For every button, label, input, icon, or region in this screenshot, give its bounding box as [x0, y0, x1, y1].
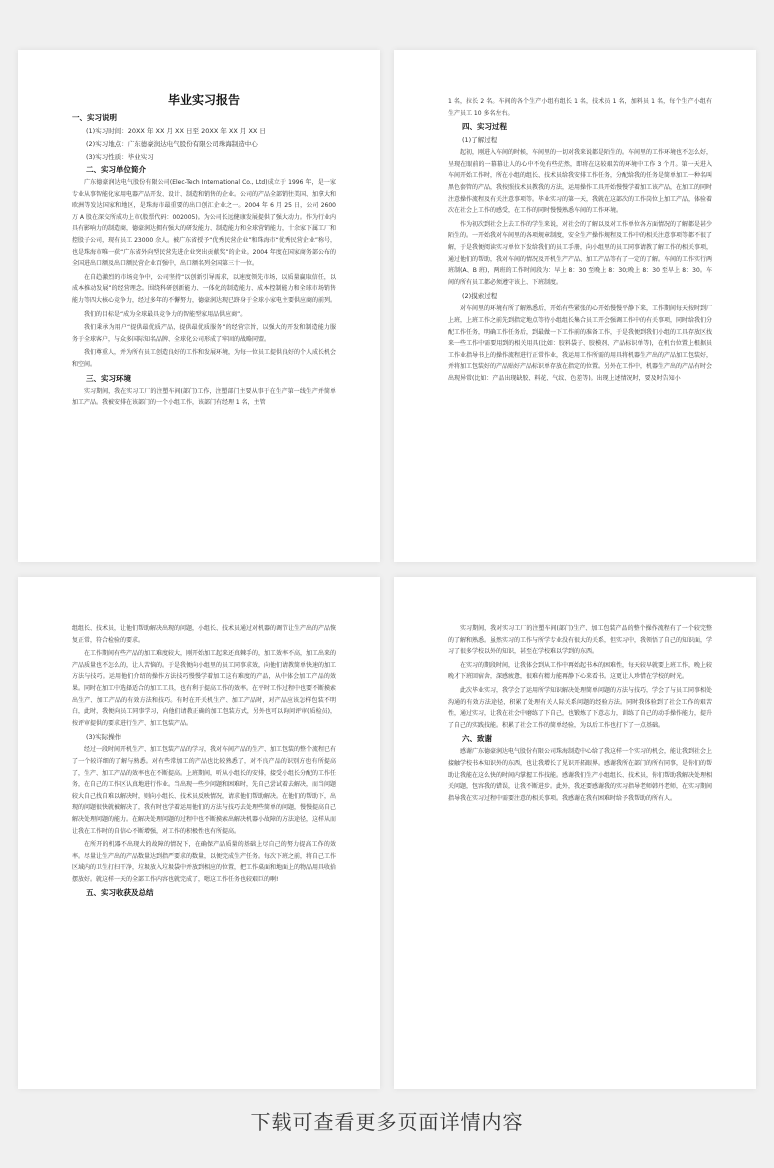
subheading: (1)了解过程: [462, 136, 498, 145]
document-page-2: [394, 50, 756, 562]
paragraph: 感谢广东德豪润达电气股份有限公司珠海制造中心给了我这样一个实习的机会，能让我到社会上接触学校书本知识外的东西，也让我增长了见识开拓眼界。感谢我所在部门的所有同事，是你们的帮助让我能在这么快的时间内掌握工作技能。感谢我们生产小组组长、技术员，你们帮助我解决处理相关问题，包容我的错误，让我不断进步。此外，我还要感谢我的实习指导老师韩丹老师，在实习期间指导我在实习过程中需要注意的相关事项。我感谢在我有困难时给予我帮助的所有人。: [448, 748, 713, 802]
paragraph: 我们的目标是“成为全球最具竞争力的智能型家用品供应商”。: [84, 310, 247, 318]
paragraph: 实习期间，我在实习工厂的注塑车间(部门)工作，注塑部门主要从事于在生产第一线生产并简单加工产品。我被安排在该部门的一个小组工作，该部门有经理 1 名，主管: [72, 387, 336, 407]
paragraph: 起初，刚进入车间的时候，车间里的一切对我来说都是陌生的。车间里的工作环境也不怎么好，呈现在眼前的一幕幕让人的心中不免有些茫然，即将在这较艰苦的环境中工作 3 个月。第一天进入车间开始工作时，所在小组的组长、技术员给我安排工作任务，分配给我的任务是简单加工一种名叫黑色套管的产品，我按照技术员教我的方法，运用操作工具开始慢慢学着加工该产品，在加工的同时注意操作流程及有关注意事项等。毕业实习的第一天，我就在这部次的工作岗位上加工产品，体验着次在社会上工作的感受，在工作的同时慢慢熟悉车间的工作环境。: [448, 149, 713, 215]
paragraph: 在工作期间有些产品的加工难度较大，刚开始加工起来还真棘手的，加工效率不高，加工出来的产品质量也不怎么的，让人苦恼的。于是我便向小组里的员工同事求效，向他们请教简单快速的加工方法与技巧。运用他们介绍的操作方法技巧慢慢学着加工这有难度的产品，从中体会加工产品的效果。同时在加工中选择适合的加工工具，也有利于提高工作的效率。在平时工作过程中也要不断摸索出生产、加工产品的有效方法和技巧。有时在开关机生产、加工产品时，对产品应该怎样包装不明白，此时，我便向员工同事学习，向他们请教正确的加工包装方式，另外也可以询问评审(质检员)，按评审提供的要求进行生产、加工包装产品。: [72, 650, 337, 727]
subheading: (2)摸索过程: [462, 292, 498, 301]
paragraph: 组组长、技术员，让他们帮助解决出现的问题，小组长、技术员通过对机器的调节让生产出的产品恢复正常，符合检验的要求。: [72, 625, 337, 644]
download-more-caption: 下载可查看更多页面详情内容: [250, 1110, 524, 1134]
document-page-4: [394, 577, 756, 1089]
document-page-3: [18, 577, 380, 1089]
paragraph: (1)实习时间：20XX 年 XX 月 XX 日至 20XX 年 XX 月 XX 日: [86, 127, 266, 135]
paragraph: 1 名，拉长 2 名。车间的各个生产小组有组长 1 名，技术员 1 名，加料员 1 名，每个生产小组有生产员工 10 多名左右。: [448, 98, 712, 117]
section-heading: 三、实习环境: [86, 373, 131, 383]
section-heading: 五、实习收获及总结: [86, 888, 154, 898]
section-heading: 一、实习说明: [72, 113, 117, 122]
section-heading: 六、致谢: [462, 734, 492, 744]
paragraph: 我们秉承为用户“提供最优质产品，提供最优质服务”的经营宗旨，以强大的开发和制造能力服务于全球客户，与众多国际知名品牌、全球化公司形成了牢固的战略同盟。: [72, 324, 336, 343]
paragraph: 此次毕业实习，我学会了运用所学知识解决处理简单问题的方法与技巧，学会了与员工同事相处沟通的有效方法途径，积累了处理有关人际关系问题的经验方法。同时我体验到了社会工作的艰苦性，通过实习，让我在社会中磨练了下自己，也锻炼了下意志力，训练了自己的动手操作能力，提升了自己的实践技能。积累了社会工作的简单经验，为以后工作也打下了一点基础。: [448, 686, 713, 729]
section-heading: 四、实习过程: [462, 122, 507, 132]
paragraph: 对车间里的环境有所了解熟悉后，开始有些紧张的心开始慢慢平静下来，工作期间每天按时到厂上班，上班工作之前先到指定地点等待小组组长集合员工开会强调工作中的有关事项，同时给我们分配工作任务，明确工作任务后，到最做一下工作前的准备工作，于是我便到我们小组的工具存放区找来一些工作中需要用到的相关用具(比如：胶料袋子、胶模剂、产品标识单等)，在机台位置上根据员工作业指导书上的操作流程进行正常作业，我运用工作所需的用具将机器生产出的产品加工包装好，并将加工包装好的产品贴好产品标识单存放在指定的位置。另外在工作中，机器生产出的产品有时会出现异常(比如：产品出现缺胶、料花、气纹、色差等)。出现上述情况时，要及时告知小: [448, 305, 713, 382]
paragraph: (2)实习地点：广东德豪润达电气股份有限公司珠海制造中心: [86, 140, 258, 148]
paragraph: 广东德豪润达电气股份有限公司(Elec-Tech International Co., Ltd)成立于 1996 年，是一家专业从事智能化家用电器产品开发、设计、制造和销售的企业。公司的产品全部销往美国、加拿大和欧洲等发达国家和地区，是珠海市最重要的出口创汇企业之一。2004 年 6 月 25 日，公司 2600 万 A 股在深交所成功上市(股票代码：002005)。为公司长远健康发展提供了强大动力。作为行业内具有影响力的制造商，德豪润达拥有强大的研发能力、制造能力和全球营销能力，十余家下属工厂和控股子公司，现有员工 23000 余人。被广东省授予“优秀民营企业”和珠海市“优秀民营企业”称号，也是珠海市唯一获“广东省外向型民营先进企业突出贡献奖”的企业。2004 年度在国家商务部公布的全国进出口额及出口额民营企业百强中，出口额名列全国第三十一位。: [72, 179, 337, 268]
paragraph: 作为初次到社会上去工作的学生来说，对社会的了解以及对工作单位各方面情况的了解都是甚少陌生的。一开始我对车间里的各项规章制度，安全生产操作规程及工作中的相关注意事项等都不很了解，于是我便阅读实习单位下发给我们的员工手册，向小组里的员工同事请教了解工作的相关事项，通过他们的帮助，我对车间的情况及开机生产产品、加工产品等有了一定的了解。车间的工作实行两班制(A、B 班)，两班的工作时间段为：早上 8：30 至晚上 8：30;晚上 8：30 至早上 8：30。车间的所有员工都必须遵守该上、下班制度。: [448, 220, 713, 286]
paragraph: 经过一段时间开机生产、加工包装产品的学习，我对车间产品的生产、加工包装的整个流程已有了一个较详细的了解与熟悉。对有些常加工的产品也比较熟悉了，对不良产品的识别方也有所提高了，生产、加工产品的效率也在不断提高。上班期间，听从小组长的安排，接受小组长分配的工作任务，在自己的工作区认真地进行作业。当出现一些少问题和困难时，先自己尝试着去解决，而当问题较大自己找自难以解决时，则向小组长、技术员反映情况，请求他们帮助解决。在他们的帮助下，出现的问题很快就被解决了，我有时也学着运用他们的方法与技巧去处理些简单的问题，慢慢提高自己解决处理问题的能力。在解决处理问题的过程中也不断摸索出解决机器小故障的方法途径，这样从而让我在工作时的自信心不断增强，对工作的积极性也有所提高。: [72, 746, 337, 835]
section-heading: 二、实习单位简介: [86, 165, 146, 174]
paragraph: 在所开的机器不出现大的故障的情况下，在确保产品质量的基础上尽自己的努力提高工作的效率。尽量让生产出的产品数量达到指严要求的数量，以便完成生产任务。每次下班之前，将自己工作区域内的卫生打扫干净，垃圾放入垃圾袋中并放到相应的位置，把工作桌面和地面上的物品用具收拾摆放好。就这样一天的全部工作内容也就完成了，嗯这工作任务也较艰巨的啊!: [72, 841, 337, 883]
document-page-1: [18, 50, 380, 562]
paragraph: 实习期间，我对实习工厂的注塑车间(部门)生产、加工包装产品的整个操作流程有了一个较完整的了解和熟悉。虽然实习的工作与所学专业没有很大的关系，但实习中，我领悟了自己的知识面，学习了很多学校以外的知识，甚至在学校难以学到的东西。: [448, 625, 713, 656]
paragraph: 在自趋激烈的市场竞争中，公司坚持“以创新引导需求，以速度领先市场，以质量赢取信任，以成本推动发展”的经营理念。围绕科研创新能力、一体化的制造能力、成本控制能力和全球市场销售能力等四大核心竞争力，经过多年的不懈努力，德豪润达现已跻身于全球小家电主要供应商的前列。: [72, 273, 337, 304]
paragraph: 在实习的期段时间，让我体会到从工作中再始起书本的困难性，每天较早就要上班工作，晚上较晚才下班回宿舍，深感疲惫，很难有精力能再静下心来看书。这更让人珍惜在学校的时光。: [448, 661, 713, 681]
document-title: 毕业实习报告: [167, 93, 240, 107]
paragraph: (3)实习性质：毕业实习: [86, 153, 154, 161]
paragraph: 我们尊重人，并为所有员工创造良好的工作和发展环境，为每一位员工提供良好的个人成长机会和空间。: [72, 349, 337, 368]
subheading: (3)实际操作: [86, 733, 122, 742]
